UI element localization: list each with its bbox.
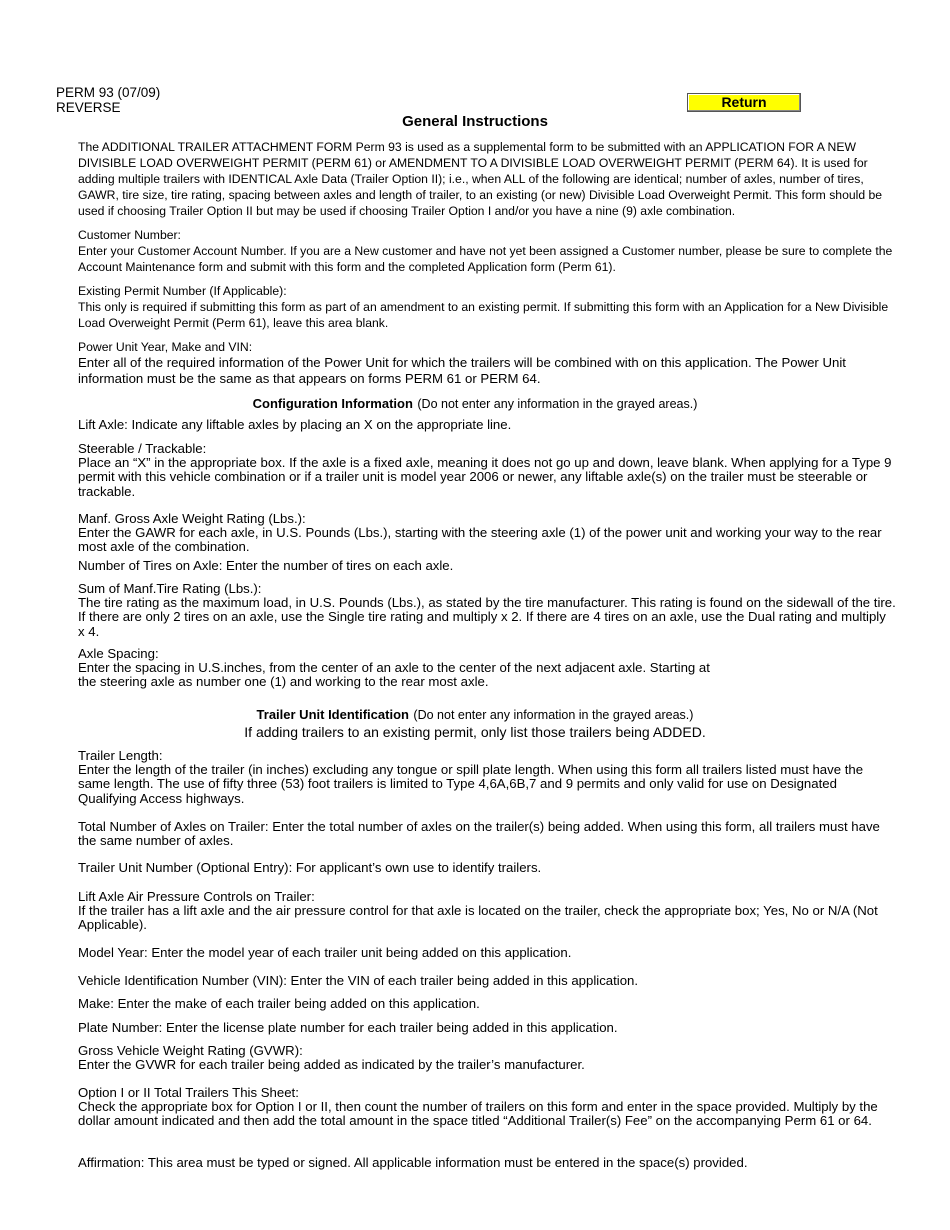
- form-number: PERM 93 (07/09): [56, 85, 161, 100]
- tire-rating-text: The tire rating as the maximum load, in U.S. Pounds (Lbs.), as stated by the tire manufacturer. This rating is found on the sidewall of the tire. If there are only 2 tires on an axle, use the Single tire rating and multiply x 2. If there are 4 tires on an axle, use the Dual rating and multiply x 4.: [78, 595, 896, 639]
- page-title: General Instructions: [402, 113, 548, 130]
- axle-spacing-line-1: Enter the spacing in U.S.inches, from the center of an axle to the center of the next adjacent axle. Starting at: [78, 660, 710, 676]
- air-pressure-heading: Lift Axle Air Pressure Controls on Trailer:: [78, 889, 315, 904]
- air-pressure-text: If the trailer has a lift axle and the air pressure control for that axle is located on the trailer, check the appropriate box; Yes, No or N/A (Not Applicable).: [78, 903, 878, 933]
- option-text: Check the appropriate box for Option I or II, then count the number of trailers on this form and enter in the space provided. Multiply by the dollar amount indicated and then add the total amount in the space titled “Additional Trailer(s) Fee” on the accompanying Perm 61 or 64.: [78, 1099, 878, 1129]
- existing-permit-heading: Existing Permit Number (If Applicable):: [78, 284, 287, 298]
- customer-number-section: [78, 227, 896, 275]
- option-section: [78, 1086, 896, 1129]
- gvwr-text: Enter the GVWR for each trailer being added as indicated by the trailer’s manufacturer.: [78, 1057, 585, 1073]
- power-unit-section: [78, 339, 896, 387]
- power-unit-text: Enter all of the required information of the Power Unit for which the trailers will be combined with on this application. The Power Unit information must be the same as that appears on forms PERM 61 or PERM 64.: [78, 355, 846, 386]
- existing-permit-text: This only is required if submitting this form as part of an amendment to an existing permit. If submitting this form with an Application for a New Divisible Load Overweight Permit (Perm 61), leave this area blank.: [78, 300, 889, 330]
- trailer-added-note: If adding trailers to an existing permit, only list those trailers being ADDED.: [244, 724, 706, 740]
- existing-permit-section: [78, 283, 896, 331]
- make-text: Make: Enter the make of each trailer being added on this application.: [78, 996, 480, 1011]
- axle-spacing-line-2: the steering axle as number one (1) and working to the rear most axle.: [78, 674, 489, 690]
- gvwr-heading: Gross Vehicle Weight Rating (GVWR):: [78, 1043, 303, 1058]
- plate-number-text: Plate Number: Enter the license plate number for each trailer being added in this application.: [78, 1020, 618, 1035]
- model-year-text: Model Year: Enter the model year of each trailer unit being added on this application.: [78, 945, 572, 960]
- gawr-text: Enter the GAWR for each axle, in U.S. Pounds (Lbs.), starting with the steering axle (1) of the power unit and working your way to the rear most axle of the combination.: [78, 525, 882, 555]
- config-section-title: [0, 395, 950, 413]
- trailer-title: Trailer Unit Identification: [256, 707, 409, 722]
- gawr-section: [78, 512, 896, 555]
- trailer-axles-text: Total Number of Axles on Trailer: Enter the total number of axles on the trailer(s) being added. When using this form, all trailers must have the same number of axles.: [78, 819, 880, 849]
- trailer-length-section: [78, 749, 896, 806]
- power-unit-heading: Power Unit Year, Make and VIN:: [78, 340, 253, 354]
- form-side: REVERSE: [56, 100, 121, 115]
- air-pressure-section: [78, 890, 896, 933]
- tires-text: Number of Tires on Axle: Enter the number of tires on each axle.: [78, 558, 454, 573]
- trailer-unit-number-text: Trailer Unit Number (Optional Entry): For applicant’s own use to identify trailers.: [78, 860, 542, 875]
- affirmation-text: Affirmation: This area must be typed or signed. All applicable information must be entered in the space(s) provided.: [78, 1155, 748, 1170]
- steerable-section: [78, 442, 896, 499]
- return-button[interactable]: Return: [687, 93, 801, 112]
- customer-number-text: Enter your Customer Account Number. If you are a New customer and have not yet been assigned a Customer number, please be sure to complete the Account Maintenance form and submit with this form and the completed Application form (Perm 61).: [78, 244, 893, 274]
- trailer-section-title: [0, 706, 950, 724]
- trailer-note: (Do not enter any information in the grayed areas.): [413, 708, 694, 722]
- vin-text: Vehicle Identification Number (VIN): Enter the VIN of each trailer being added in this application.: [78, 973, 639, 988]
- tire-rating-heading: Sum of Manf.Tire Rating (Lbs.):: [78, 581, 262, 596]
- axle-spacing-heading: Axle Spacing:: [78, 646, 159, 661]
- config-title: Configuration Information: [252, 396, 413, 411]
- option-heading: Option I or II Total Trailers This Sheet:: [78, 1085, 299, 1100]
- tire-rating-section: [78, 582, 896, 639]
- steerable-heading: Steerable / Trackable:: [78, 441, 207, 456]
- trailer-length-text: Enter the length of the trailer (in inches) excluding any tongue or spill plate length. When using this form all trailers listed must have the same length. The use of fifty three (53) foot trailers is limited to Type 4,6A,6B,7 and 9 permits and only valid for use on Designated Qualifying Access highways.: [78, 762, 864, 806]
- form-identifier: [56, 85, 160, 115]
- intro-paragraph: The ADDITIONAL TRAILER ATTACHMENT FORM Perm 93 is used as a supplemental form to be submitted with an APPLICATION FOR A NEW DIVISIBLE LOAD OVERWEIGHT PERMIT (PERM 61) or AMENDMENT TO A DIVISIBLE LOAD OVERWEIGHT PERMIT (PERM 64). It is used for adding multiple trailers with IDENTICAL Axle Data (Trailer Option II); i.e., when ALL of the following are identical; number of axles, number of tires, GAWR, tire size, tire rating, spacing between axles and length of trailer, to an existing (or new) Divisible Load Overweight Permit. This form should be used if choosing Trailer Option II but may be used if choosing Trailer Option I and/or you have a nine (9) axle combination.: [78, 140, 883, 218]
- customer-number-heading: Customer Number:: [78, 228, 181, 242]
- trailer-length-heading: Trailer Length:: [78, 748, 163, 763]
- gvwr-section: [78, 1044, 896, 1072]
- axle-spacing-section: [78, 647, 896, 690]
- steerable-text: Place an “X” in the appropriate box. If the axle is a fixed axle, meaning it does not go up and down, leave blank. When applying for a Type 9 permit with this vehicle combination or if a trailer unit is model year 2006 or newer, any liftable axle(s) on the trailer must be steerable or trackable.: [78, 455, 892, 499]
- lift-axle-text: Lift Axle: Indicate any liftable axles by placing an X on the appropriate line.: [78, 417, 512, 432]
- gawr-heading: Manf. Gross Axle Weight Rating (Lbs.):: [78, 511, 306, 526]
- config-note: (Do not enter any information in the grayed areas.): [417, 397, 698, 411]
